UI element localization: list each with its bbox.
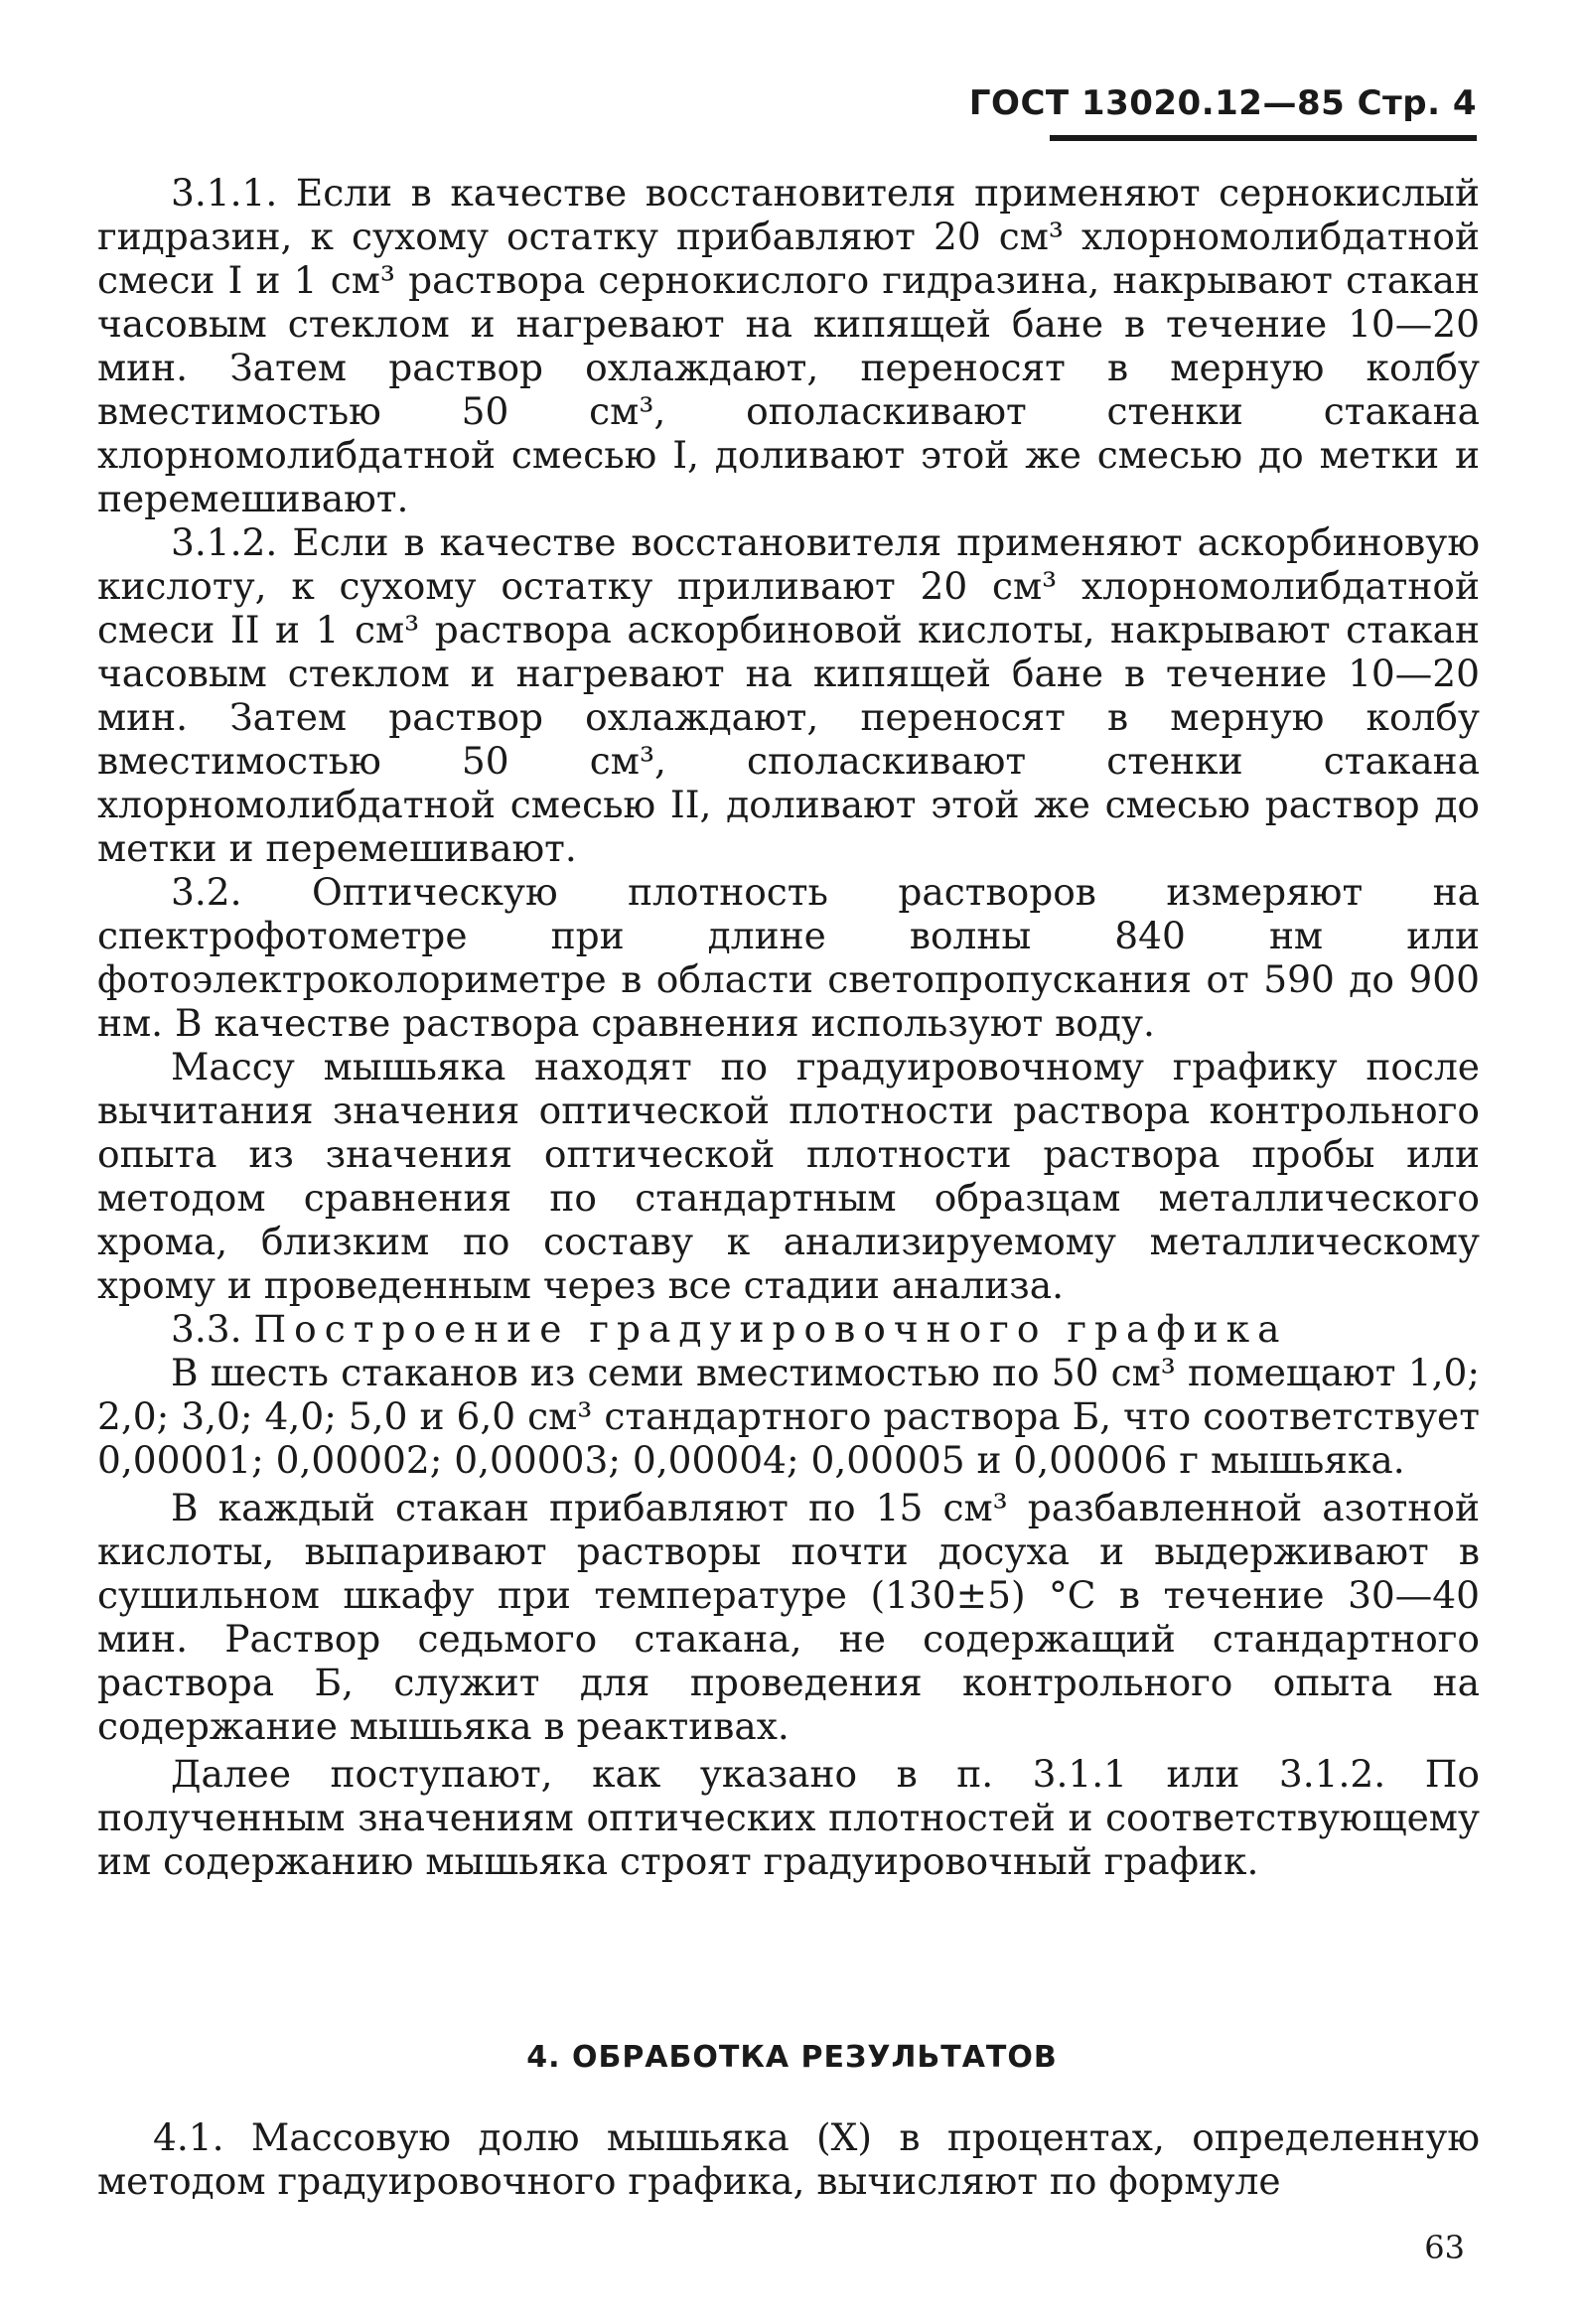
paragraph-six-beakers: В шесть стаканов из семи вместимостью по 50 см³ помещают 1,0; 2,0; 3,0; 4,0; 5,0 и 6,0 см³ стандартного раствора Б, что соответствует 0,00001; 0,00002; 0,00003; 0,00004; 0,00005 и 0,00006 г мышьяка. <box>97 1351 1480 1482</box>
paragraph-3-2: 3.2. Оптическую плотность растворов измеряют на спектрофотометре при длине волны 840 нм или фотоэлектроколориметре в области светопропускания от 590 до 900 нм. В качестве раствора сравнения используют воду. <box>97 870 1480 1045</box>
section-4-text <box>97 2115 1480 2203</box>
paragraph-3-1-2: 3.1.2. Если в качестве восстановителя применяют аскорбиновую кислоту, к сухому остатку приливают 20 см³ хлорномолибдатной смеси II и 1 см³ раствора аскорбиновой кислоты, накрывают стакан часовым стеклом и нагревают на кипящей бане в течение 10—20 мин. Затем раствор охлаждают, переносят в мерную колбу вместимостью 50 см³, споласкивают стенки стакана хлорномолибдатной смесью II, доливают этой же смесью раствор до метки и перемешивают. <box>97 520 1480 870</box>
paragraph-further: Далее поступают, как указано в п. 3.1.1 или 3.1.2. По полученным значениям оптических плотностей и соответствующему им содержанию мышьяка строят градуировочный график. <box>97 1752 1480 1883</box>
main-text <box>97 171 1480 1883</box>
paragraph-arsenic-mass: Массу мышьяка находят по градуировочному графику после вычитания значения оптической плотности раствора контрольного опыта из значения оптической плотности раствора пробы или методом сравнения по стандартным образцам металлического хрома, близким по составу к анализируемому металлическому хрому и проведенным через все стадии анализа. <box>97 1045 1480 1307</box>
header-title: ГОСТ 13020.12—85 Стр. 4 <box>968 83 1477 123</box>
subsection-number: 3.3. <box>171 1307 242 1351</box>
paragraph-3-1-1: 3.1.1. Если в качестве восстановителя применяют сернокислый гидразин, к сухому остатку прибавляют 20 см³ хлорномолибдатной смеси I и 1 см³ раствора сернокислого гидразина, накрывают стакан часовым стеклом и нагревают на кипящей бане в течение 10—20 мин. Затем раствор охлаждают, переносят в мерную колбу вместимостью 50 см³, ополаскивают стенки стакана хлорномолибдатной смесью I, доливают этой же смесью до метки и перемешивают. <box>97 171 1480 520</box>
subsection-heading <box>97 1307 1480 1351</box>
header-rule <box>1050 135 1477 141</box>
paragraph-4-1: 4.1. Массовую долю мышьяка (X) в процентах, определенную методом градуировочного графика, вычисляют по формуле <box>97 2115 1480 2203</box>
page-header <box>969 79 1477 127</box>
subsection-title: Построение градуировочного графика <box>253 1307 1288 1351</box>
paragraph-each-beaker: В каждый стакан прибавляют по 15 см³ разбавленной азотной кислоты, выпаривают растворы почти досуха и выдерживают в сушильном шкафу при температуре (130±5) °С в течение 30—40 мин. Раствор седьмого стакана, не содержащий стандартного раствора Б, служит для проведения контрольного опыта на содержание мышьяка в реактивах. <box>97 1486 1480 1748</box>
page-number: 63 <box>1424 2229 1465 2266</box>
section-4-heading: 4. ОБРАБОТКА РЕЗУЛЬТАТОВ <box>526 2040 1058 2075</box>
